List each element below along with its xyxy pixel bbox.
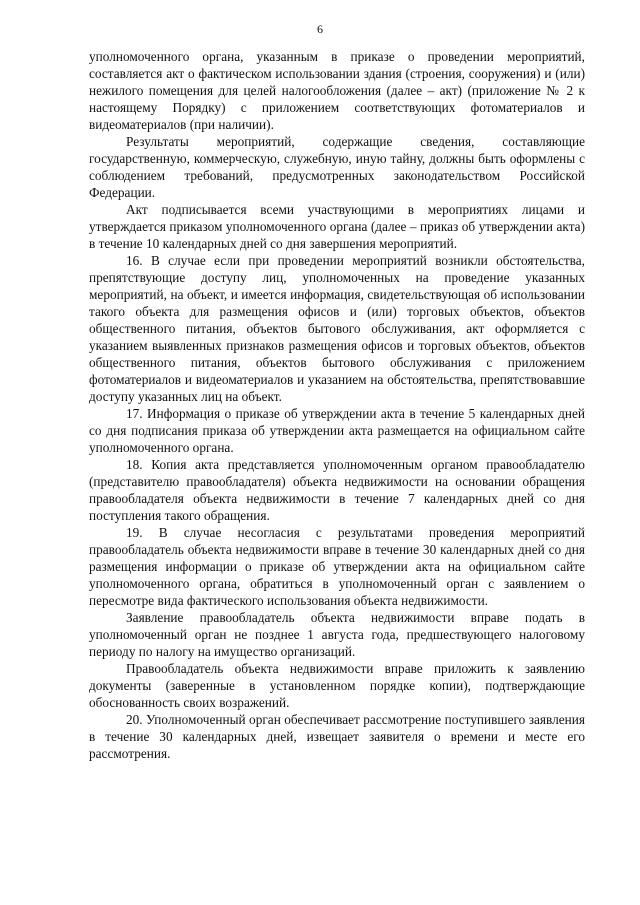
paragraph-act-signing: Акт подписывается всеми участвующими в мероприятиях лицами и утверждается приказом уполномоченного органа (далее – приказ об утверждении акта) в течение 10 календарных дней со дня завершения мероприятий.	[89, 202, 585, 251]
paragraph-item-19: 19. В случае несогласия с результатами проведения мероприятий правообладатель объекта недвижимости вправе в течение 30 календарных дней со дня размещения информации о приказе об утверждении акта на официальном сайте уполномоченного органа, обратиться в уполномоченный орган с заявлением о пересмотре вида фактического использования объекта недвижимости.	[89, 525, 585, 608]
paragraph-item-17: 17. Информация о приказе об утверждении акта в течение 5 календарных дней со дня подписания приказа об утверждении акта размещается на официальном сайте уполномоченного органа.	[89, 406, 585, 455]
paragraph-application-deadline: Заявление правообладатель объекта недвижимости вправе подать в уполномоченный орган не позднее 1 августа года, предшествующего налоговому периоду по налогу на имущество организаций.	[89, 610, 585, 659]
document-body	[89, 48, 585, 762]
paragraph-item-16: 16. В случае если при проведении мероприятий возникли обстоятельства, препятствующие доступу лиц, уполномоченных на проведение указанных мероприятий, на объект, и имеется информация, свидетельствующая об использовании такого объекта для размещения офисов и (или) торговых объектов, объектов общественного питания, объектов бытового обслуживания, акт оформляется с указанием выявленных признаков размещения офисов и торговых объектов, объектов общественного питания, объектов бытового обслуживания с приложением фотоматериалов и видеоматериалов и указанием на обстоятельства, препятствовавшие доступу указанных лиц на объект.	[89, 253, 585, 404]
paragraph-item-20: 20. Уполномоченный орган обеспечивает рассмотрение поступившего заявления в течение 30 календарных дней, извещает заявителя о времени и месте его рассмотрения.	[89, 712, 585, 761]
page-number: 6	[317, 22, 323, 36]
paragraph-results-secrecy: Результаты мероприятий, содержащие сведения, составляющие государственную, коммерческую, служебную, иную тайну, должны быть оформлены с соблюдением требований, предусмотренных законодательством Российской Федерации.	[89, 134, 585, 200]
paragraph-continuation: уполномоченного органа, указанным в приказе о проведении мероприятий, составляется акт о фактическом использовании здания (строения, сооружения) и (или) нежилого помещения для целей налогообложения (далее – акт) (приложение № 2 к настоящему Порядку) с приложением соответствующих фотоматериалов и видеоматериалов (при наличии).	[89, 49, 585, 132]
paragraph-supporting-documents: Правообладатель объекта недвижимости вправе приложить к заявлению документы (заверенные в установленном порядке копии), подтверждающие обоснованность своих возражений.	[89, 661, 585, 710]
paragraph-item-18: 18. Копия акта представляется уполномоченным органом правообладателю (представителю правообладателя) объекта недвижимости на основании обращения правообладателя объекта недвижимости в течение 7 календарных дней со дня поступления такого обращения.	[89, 457, 585, 523]
